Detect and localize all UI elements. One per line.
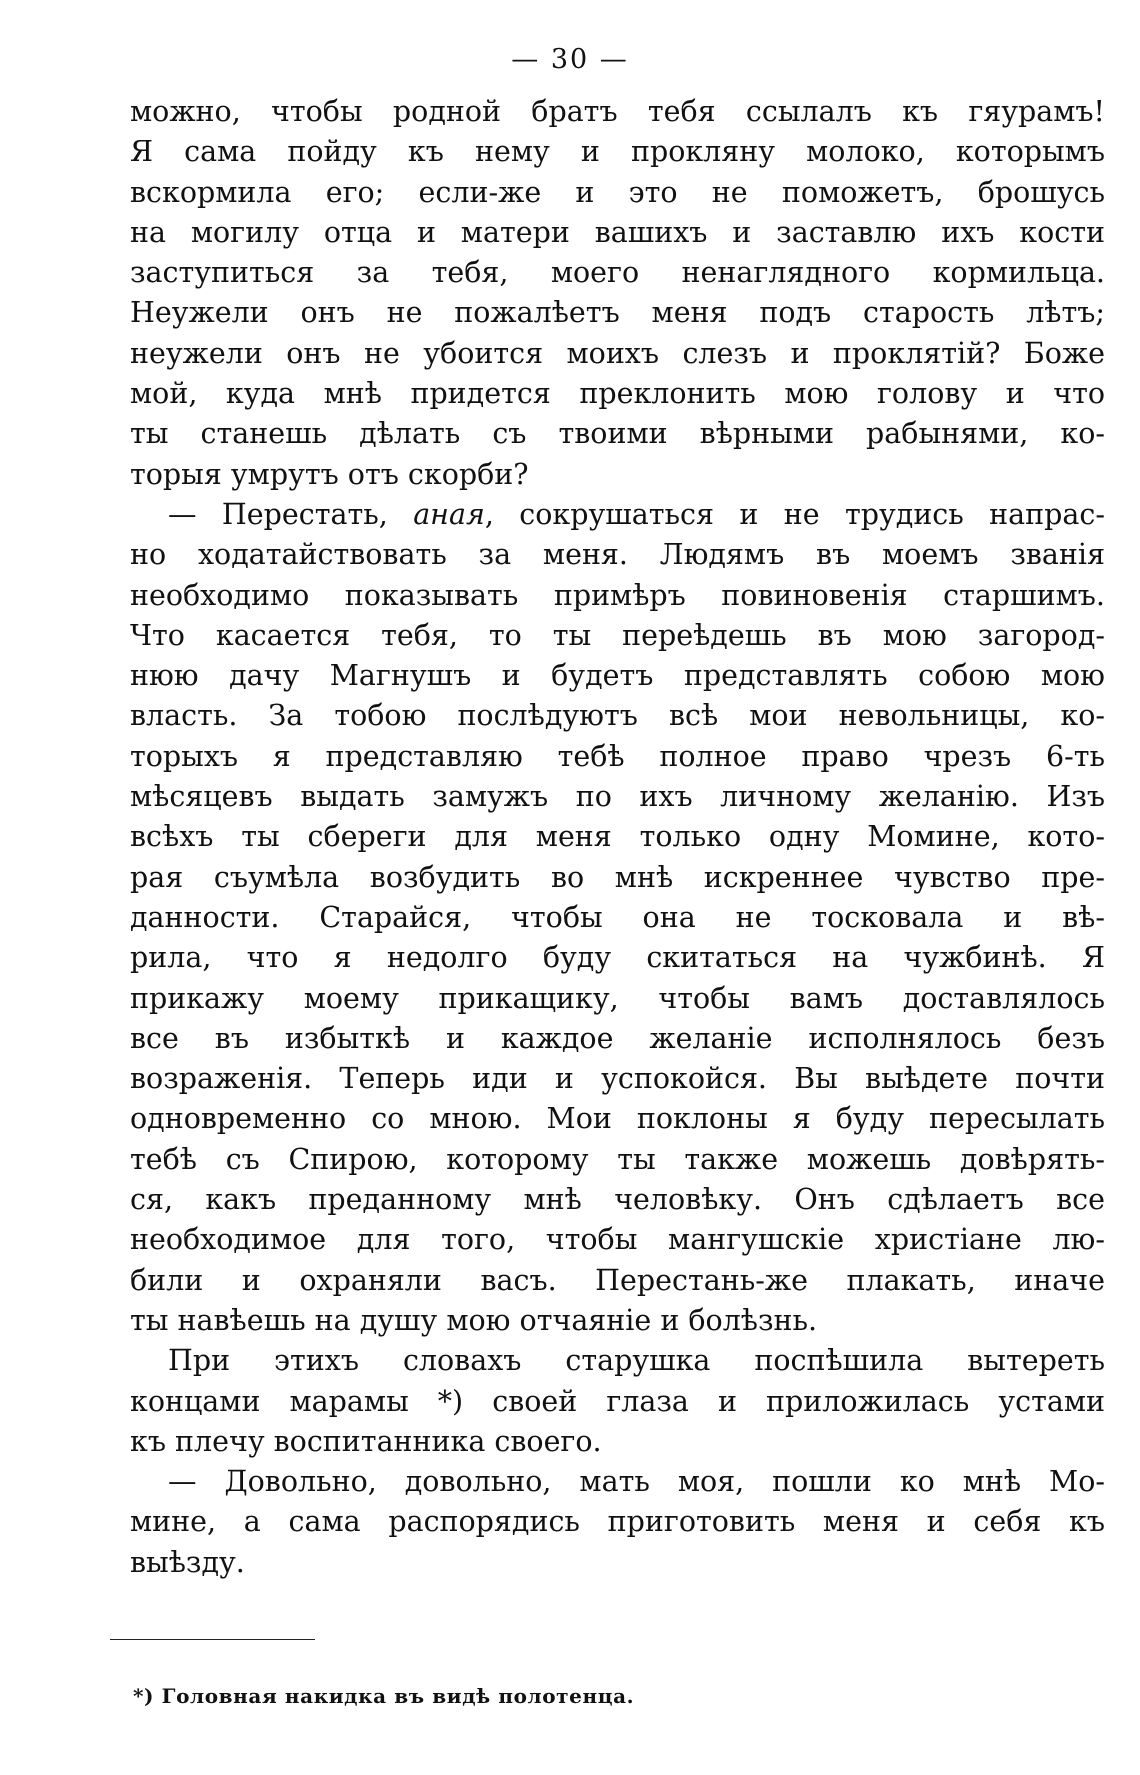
text-line: неужели онъ не убоится моихъ слезъ и проклятій? Боже [130, 336, 1105, 370]
text-line: Я сама пойду къ нему и прокляну молоко, которымъ [130, 135, 1105, 169]
italic-word: аная [413, 497, 485, 531]
text-line: мине, а сама распорядись приготовить меня и себя къ [130, 1505, 1105, 1539]
text-line: мой, куда мнѣ придется преклонить мою голову и что [130, 377, 1105, 411]
text-line: но ходатайствовать за меня. Людямъ въ моемъ званія [130, 538, 1105, 572]
text-block [130, 92, 1105, 1583]
dialogue-rest: , сокрушаться и не трудись напрас- [484, 497, 1105, 531]
text-line: заступиться за тебя, моего ненаглядного кормильца. [130, 256, 1105, 290]
text-line: къ плечу воспитанника своего. [130, 1424, 602, 1458]
footnote: *) Головная накидка въ видѣ полотенца. [133, 1684, 635, 1708]
paragraph-4 [130, 1462, 1105, 1583]
text-line: мѣсяцевъ выдать замужъ по ихъ личному желанію. Изъ [130, 780, 1105, 814]
text-line: на могилу отца и матери вашихъ и заставлю ихъ кости [130, 215, 1105, 249]
text-line: вскормила его; если-же и это не поможетъ, брошусь [130, 175, 1105, 209]
text-line: ты станешь дѣлать съ твоими вѣрными рабынями, ко- [130, 417, 1105, 451]
text-line: ты навѣешь на душу мою отчаяніе и болѣзнь. [130, 1303, 818, 1337]
paragraph-1 [130, 92, 1105, 495]
text-line: необходимо показывать примѣръ повиновенія старшимъ. [130, 578, 1105, 612]
text-line: тебѣ съ Спирою, которому ты также можешь довѣрять- [130, 1142, 1105, 1176]
text-line: нюю дачу Магнушъ и будетъ представлять собою мою [130, 659, 1105, 693]
text-line: всѣхъ ты сбереги для меня только одну Момине, кото- [130, 820, 1105, 854]
text-line: били и охраняли васъ. Перестань-же плакать, иначе [130, 1263, 1105, 1297]
text-line: возраженія. Теперь иди и успокойся. Вы выѣдете почти [130, 1062, 1105, 1096]
page-number: — 30 — [511, 44, 629, 75]
text-line: необходимое для того, чтобы мангушскіе христіане лю- [130, 1223, 1105, 1257]
dialogue-lead: — Перестать, [168, 497, 414, 531]
text-line: прикажу моему прикащику, чтобы вамъ доставлялось [130, 981, 1105, 1015]
text-line: можно, чтобы родной братъ тебя ссылалъ къ гяурамъ! [130, 95, 1105, 128]
text-line: данности. Старайся, чтобы она не тосковала и вѣ- [130, 900, 1105, 934]
text-line: все въ избыткѣ и каждое желаніе исполнялось безъ [130, 1021, 1105, 1055]
text-line: торыхъ я представляю тебѣ полное право чрезъ 6-ть [130, 739, 1105, 773]
text-line: власть. За тобою послѣдуютъ всѣ мои невольницы, ко- [130, 699, 1105, 733]
text-line: рила, что я недолго буду скитаться на чужбинѣ. Я [130, 941, 1105, 975]
text-line: рая съумѣла возбудить во мнѣ искреннее чувство пре- [130, 860, 1105, 894]
text-line: выѣзду. [130, 1545, 245, 1579]
paragraph-2 [130, 495, 1105, 1341]
text-line [130, 495, 1105, 535]
footnote-rule [110, 1639, 315, 1640]
text-line: Что касается тебя, то ты переѣдешь въ мою загород- [130, 618, 1105, 652]
text-line: ся, какъ преданному мнѣ человѣку. Онъ сдѣлаетъ все [130, 1183, 1105, 1217]
text-line: торыя умрутъ отъ скорби? [130, 457, 529, 491]
text-line: Неужели онъ не пожалѣетъ меня подъ старость лѣтъ; [130, 296, 1105, 330]
text-line: — Довольно, довольно, мать моя, пошли ко мнѣ Мо- [168, 1465, 1105, 1499]
paragraph-3 [130, 1341, 1105, 1462]
text-line: При этихъ словахъ старушка поспѣшила вытереть [168, 1344, 1105, 1378]
text-line: концами марамы *) своей глаза и приложилась устами [130, 1384, 1105, 1418]
text-line: одновременно со мною. Мои поклоны я буду пересылать [130, 1102, 1105, 1136]
